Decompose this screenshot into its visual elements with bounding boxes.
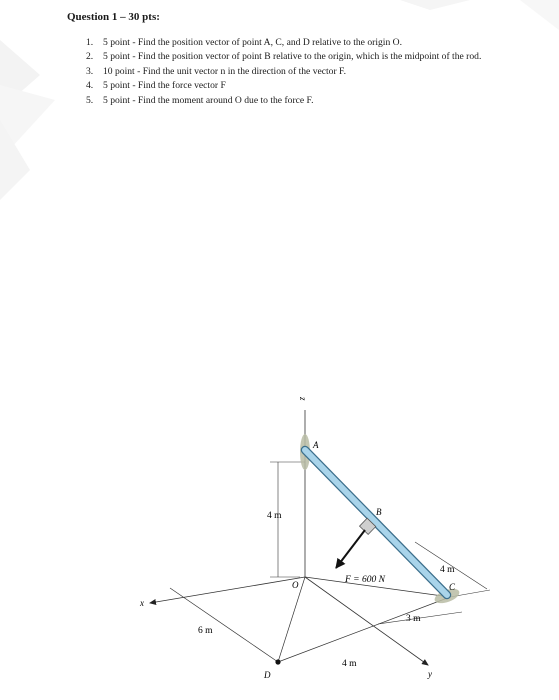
diagram-svg bbox=[130, 390, 490, 690]
part-number: 4. bbox=[86, 80, 94, 92]
point-a-label: A bbox=[313, 440, 319, 450]
force-label: F = 600 N bbox=[345, 575, 385, 585]
part-text: 10 point - Find the unit vector n in the direction of the vector F. bbox=[103, 65, 347, 77]
z-axis-label: z bbox=[298, 397, 308, 401]
x-axis-label: x bbox=[140, 598, 144, 608]
question-part-4 bbox=[70, 79, 510, 92]
part-text: 5 point - Find the position vector of point A, C, and D relative to the origin O. bbox=[103, 37, 402, 48]
part-number: 1. bbox=[86, 37, 94, 48]
question-part-2 bbox=[70, 50, 510, 63]
force-arrow bbox=[336, 530, 365, 568]
c-side-dimension-label: 4 m bbox=[440, 565, 455, 575]
point-b-label: B bbox=[376, 507, 382, 517]
ground-line-x6-d bbox=[170, 588, 278, 662]
question-part-1 bbox=[70, 36, 510, 49]
point-c-label: C bbox=[449, 582, 456, 592]
y-axis-label: y bbox=[428, 669, 432, 679]
rod-force-diagram bbox=[130, 390, 490, 690]
rod-body bbox=[305, 450, 447, 595]
three-m-dimension-label: 3 m bbox=[406, 614, 421, 624]
part-number: 2. bbox=[86, 51, 94, 63]
point-d-label: D bbox=[264, 670, 271, 680]
part-number: 3. bbox=[86, 65, 94, 77]
four-m-bottom-dimension-label: 4 m bbox=[342, 659, 357, 669]
question-part-3 bbox=[70, 65, 510, 78]
part-text: 5 point - Find the force vector F bbox=[103, 80, 226, 92]
ground-line-d-c bbox=[278, 597, 450, 662]
six-m-dimension-label: 6 m bbox=[198, 626, 213, 636]
question-parts-list bbox=[70, 36, 510, 108]
question-title: Question 1 – 30 pts: bbox=[67, 11, 160, 23]
part-text: 5 point - Find the moment around O due to the force F. bbox=[103, 94, 314, 106]
point-d-marker bbox=[275, 659, 280, 664]
height-dimension-label: 4 m bbox=[267, 511, 282, 521]
part-text: 5 point - Find the position vector of point B relative to the origin, which is the midpoint of the rod. bbox=[103, 51, 482, 63]
part-number: 5. bbox=[86, 94, 94, 106]
question-part-5 bbox=[70, 94, 510, 107]
point-o-label: O bbox=[292, 580, 299, 590]
